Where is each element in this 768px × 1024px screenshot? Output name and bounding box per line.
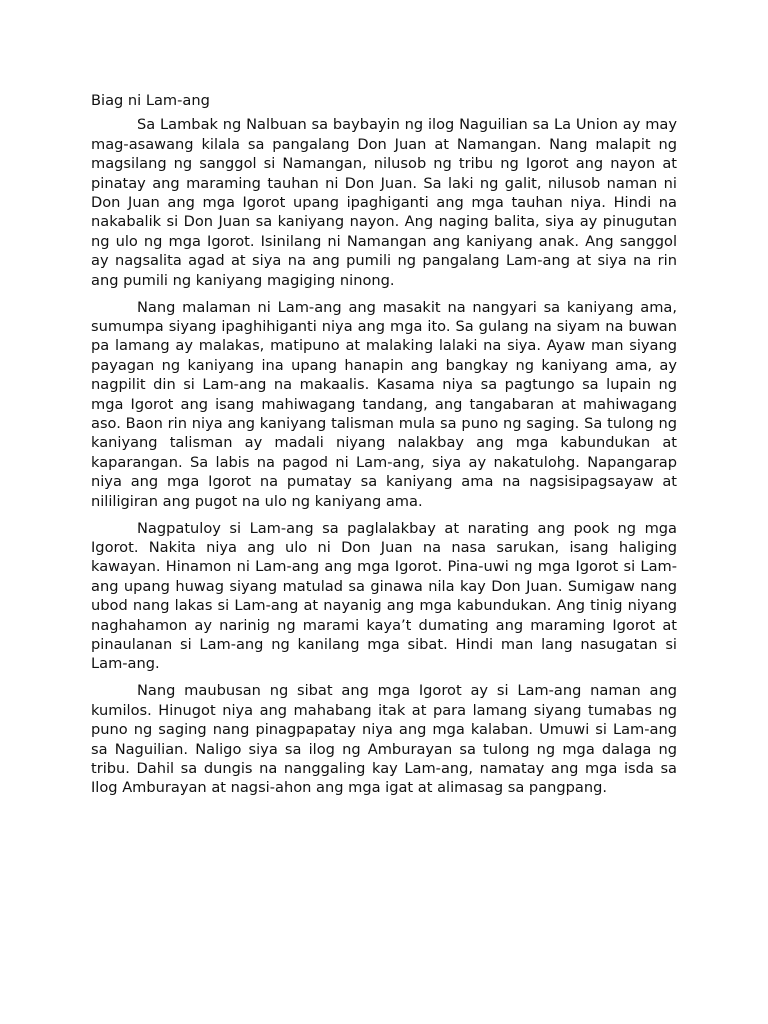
document-page bbox=[91, 91, 677, 805]
paragraph-3: Nagpatuloy si Lam-ang sa paglalakbay at narating ang pook ng mga Igorot. Nakita niya ang ulo ni Don Juan na nasa sarukan, isang haliging kawayan. Hinamon ni Lam-ang ang mga Igorot. Pina-uwi ng mga Igorot si Lam-ang upang huwag siyang matulad sa ginawa nila kay Don Juan. Sumigaw nang ubod nang lakas si Lam-ang at nayanig ang mga kabundukan. Ang tinig niyang naghahamon ay narinig ng marami kaya’t dumating ang maraming Igorot at pinaulanan si Lam-ang ng kanilang mga sibat. Hindi man lang nasugatan si Lam-ang. bbox=[91, 519, 677, 673]
paragraph-1: Sa Lambak ng Nalbuan sa baybayin ng ilog Naguilian sa La Union ay may mag-asawang kilala sa pangalang Don Juan at Namangan. Nang malapit ng magsilang ng sanggol si Namangan, nilusob ng tribu ng Igorot ang nayon at pinatay ang maraming tauhan ni Don Juan. Sa laki ng galit, nilusob naman ni Don Juan ang mga Igorot upang ipaghiganti ang mga tauhan niya. Hindi na nakabalik si Don Juan sa kaniyang nayon. Ang naging balita, siya ay pinugutan ng ulo ng mga Igorot. Isinilang ni Namangan ang kaniyang anak. Ang sanggol ay nagsalita agad at siya na ang pumili ng pangalang Lam-ang at siya na rin ang pumili ng kaniyang magiging ninong. bbox=[91, 116, 677, 289]
paragraph-2: Nang malaman ni Lam-ang ang masakit na nangyari sa kaniyang ama, sumumpa siyang ipaghihiganti niya ang mga ito. Sa gulang na siyam na buwan pa lamang ay malakas, matipuno at malaking lalaki na siya. Ayaw man siyang payagan ng kaniyang ina upang hanapin ang bangkay ng kaniyang ama, ay nagpilit din si Lam-ang na makaalis. Kasama niya sa pagtungo sa lupain ng mga Igorot ang isang mahiwagang tandang, ang tangabaran at mahiwagang aso. Baon rin niya ang kaniyang talisman mula sa puno ng saging. Sa tulong ng kaniyang talisman ay madali niyang nalakbay ang mga kabundukan at kaparangan. Sa labis na pagod ni Lam-ang, siya ay nakatulohg. Napangarap niya ang mga Igorot na pumatay sa kaniyang ama na nagsisipagsayaw at nililigiran ang pugot na ulo ng kaniyang ama. bbox=[91, 298, 677, 510]
paragraph-4: Nang maubusan ng sibat ang mga Igorot ay si Lam-ang naman ang kumilos. Hinugot niya ang mahabang itak at para lamang siyang tumabas ng puno ng saging nang pinagpapatay niya ang mga kalaban. Umuwi si Lam-ang sa Naguilian. Naligo siya sa ilog ng Amburayan sa tulong ng mga dalaga ng tribu. Dahil sa dungis na nanggaling kay Lam-ang, namatay ang mga isda sa Ilog Amburayan at nagsi-ahon ang mga igat at alimasag sa pangpang. bbox=[91, 682, 677, 797]
document-title: Biag ni Lam-ang bbox=[91, 92, 210, 109]
